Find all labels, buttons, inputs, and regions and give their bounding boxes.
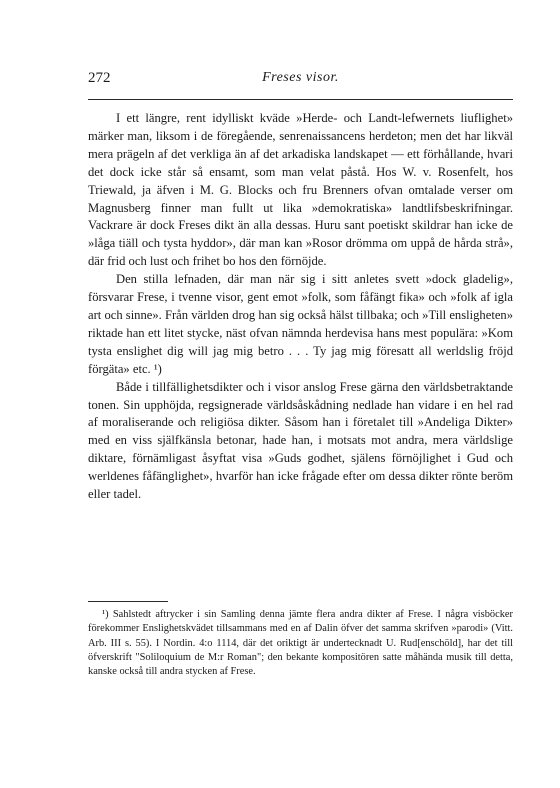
paragraph: Den stilla lefnaden, där man när sig i sitt anletes svett »dock gladelig», försvarar Frese, i tvenne visor, gent emot »folk, som fåfängt fika» och »folk af igla art och sinne». Från världen drog han sig också hälst tillbaka; och »Till ensligheten» riktade han ett litet stycke, näst ofvan nämnda herdevisa hans mest populära: »Kom tysta enslighet dig will jag mig betro . . . Ty jag mig föresatt all werldslig fröjd förgäta» etc. ¹) [88, 272, 513, 376]
page-header [88, 70, 513, 90]
body-text [88, 110, 513, 504]
running-title: Freses visor. [262, 70, 339, 85]
header-rule [88, 99, 513, 100]
paragraph: I ett längre, rent idylliskt kväde »Herde- och Landt-lefwernets liuflighet» märker man, liksom i de föregående, senrenaissancens herdeton; men det har likväl mera prägeln af det verkliga än af det arkadiska landskapet — ett förhållande, hvari det dock icke står så ensamt, som man velat påstå. Hos W. v. Rosenfelt, hos Triewald, ja äfven i M. G. Blocks och fru Brenners ofvan omtalade verser om Magnusberg finner man fullt ut lika »demokratiska» landtlifsbeskrifningar. Vackrare är dock Freses dikt än alla dessas. Huru sant poetiskt skildrar han icke de »låga tiäll och tysta hyddor», där man kan »Rosor drömma om uppå de hårda strå», där frid och lust och frihet bo hos den förnöjde. [88, 111, 513, 269]
footnote-text: ¹) Sahlstedt aftrycker i sin Samling denna jämte flera andra dikter af Frese. I några visböcker förekommer Enslighetskvädet tillsammans med en af Dalin öfver det samma skrifven »parodi» (Vitt. Arb. III s. 55). I Nordin. 4:o 1114, där det oriktigt är undertecknadt U. Rud[enschöld], har det till öfverskrift "Soliloquium de M:r Roman"; den bekante kompositören satte måhända musik till detta, kanske också till andra stycken af Frese. [88, 609, 513, 678]
paragraph: Både i tillfällighetsdikter och i visor anslog Frese gärna den världsbetraktande tonen. Sin upphöjda, regsignerade världsåskådning nedlade han vidare i en hel rad af moraliserande och religiösa dikter. Såsom han i företalet till »Andeliga Dikter» med en viss själfkänsla betonar, hade han, i motsats mot andra, mera världslige diktare, förnämligast åsyftat visa »Guds godhet, själens förnöjlighet i Gud och werldenes fåfänglighet», hvarför han icke frågade efter om dessa dikter rönte beröm eller tadel. [88, 379, 513, 502]
footnote-rule [88, 601, 168, 602]
footnote [88, 608, 513, 679]
page-number: 272 [88, 70, 111, 86]
